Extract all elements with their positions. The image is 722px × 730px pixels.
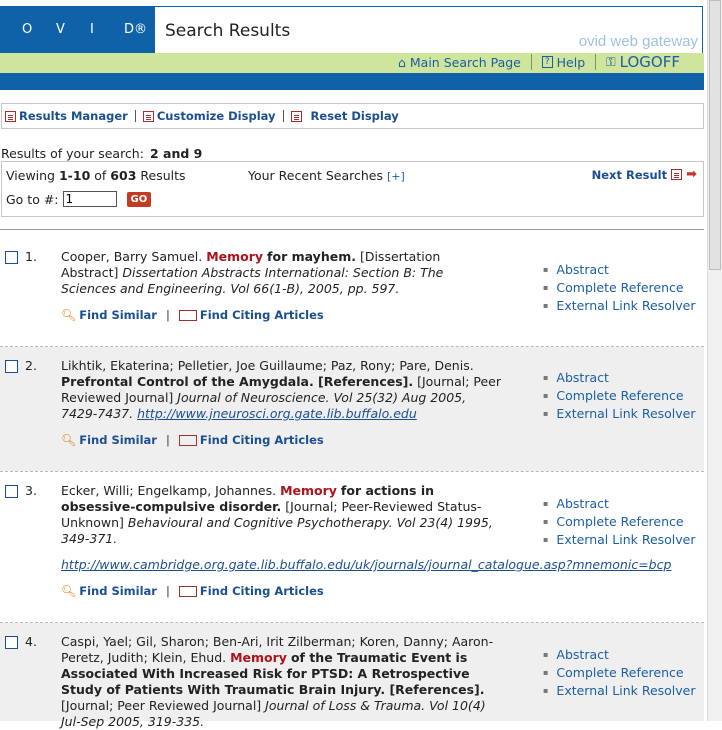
logo-letter: V bbox=[56, 22, 65, 37]
result-authors: Ecker, Willi; Engelkamp, Johannes. bbox=[61, 483, 277, 498]
results-of-label: Results of your search: bbox=[1, 146, 144, 161]
action-separator: | bbox=[165, 584, 170, 598]
find-citing-button[interactable] bbox=[179, 308, 324, 322]
title-block bbox=[155, 6, 703, 54]
action-separator: | bbox=[165, 308, 170, 322]
goto-row bbox=[6, 191, 151, 207]
document-icon bbox=[671, 169, 682, 180]
next-result-label: Next Result bbox=[591, 167, 668, 182]
find-citing-button[interactable] bbox=[179, 433, 324, 447]
external-link-resolver[interactable]: ▪ External Link Resolver bbox=[543, 298, 696, 316]
page-title: Search Results bbox=[165, 21, 291, 41]
customize-display-icon bbox=[143, 111, 154, 122]
find-citing-label: Find Citing Articles bbox=[199, 308, 324, 322]
find-similar-label: Find Similar bbox=[79, 308, 157, 322]
result-number: 2. bbox=[25, 358, 37, 373]
viewing-count bbox=[6, 168, 186, 183]
result-actions bbox=[61, 584, 324, 598]
magnifier-icon: 🔍︎ bbox=[61, 433, 77, 447]
result-actions bbox=[61, 308, 324, 322]
viewing-prefix: Viewing bbox=[6, 168, 55, 183]
result-row bbox=[0, 623, 704, 729]
result-title: for mayhem. bbox=[267, 249, 356, 264]
find-similar-label: Find Similar bbox=[79, 584, 157, 598]
goto-input[interactable] bbox=[63, 191, 117, 207]
results-manager-icon bbox=[5, 111, 16, 122]
highlight-term: Memory bbox=[206, 249, 264, 264]
result-type: [Dissertation Abstract] bbox=[61, 249, 441, 280]
results-toolbar bbox=[1, 103, 704, 129]
result-url[interactable]: http://www.cambridge.org.gate.lib.buffalo.edu/uk/journals/journal_catalogue.asp?mnemonic=bcp bbox=[61, 557, 672, 572]
result-title: for actions in obsessive-compulsive disorder. bbox=[61, 483, 435, 514]
nav-bar bbox=[0, 53, 704, 73]
result-authors: Caspi, Yael; Gil, Sharon; Ben-Ari, Irit Zilberman; Koren, Danny; Aaron-Peretz, Judith; Klein, Ehud. bbox=[61, 634, 494, 665]
find-similar-button[interactable] bbox=[61, 433, 157, 447]
result-type: [Journal; Peer Reviewed Journal] bbox=[61, 698, 262, 713]
viewing-range: 1-10 bbox=[58, 168, 91, 183]
result-links bbox=[543, 262, 696, 316]
complete-reference-link[interactable]: ▪ Complete Reference bbox=[543, 388, 696, 406]
help-icon: ? bbox=[542, 56, 553, 68]
main-search-link[interactable] bbox=[388, 54, 532, 70]
result-journal: Dissertation Abstracts International: Section B: The Sciences and Engineering. Vol 66(1-B), 2005, pp. 597. bbox=[61, 265, 444, 296]
main-search-label: Main Search Page bbox=[409, 54, 521, 70]
viewing-box bbox=[1, 161, 704, 217]
find-similar-button[interactable] bbox=[61, 308, 157, 322]
result-row bbox=[0, 240, 704, 346]
results-manager-label: Results Manager bbox=[19, 109, 128, 123]
scrollbar-thumb[interactable] bbox=[709, 0, 721, 270]
abstract-link[interactable]: ▪ Abstract bbox=[543, 370, 696, 388]
customize-display-label: Customize Display bbox=[156, 109, 276, 123]
result-journal: Journal of Loss & Trauma. Vol 10(4) Jul-Sep 2005, 319-335. bbox=[61, 698, 486, 729]
viewing-of: of bbox=[94, 168, 107, 183]
header-bottom-bar bbox=[0, 73, 704, 90]
result-links bbox=[543, 496, 696, 550]
result-number: 1. bbox=[25, 249, 37, 264]
recent-searches-expand[interactable]: [+] bbox=[386, 170, 405, 183]
home-icon: ⌂ bbox=[397, 54, 406, 70]
result-number: 3. bbox=[25, 483, 37, 498]
logoff-link[interactable] bbox=[596, 54, 690, 70]
complete-reference-link[interactable]: ▪ Complete Reference bbox=[543, 280, 696, 298]
results-manager-button[interactable] bbox=[2, 110, 136, 122]
results-separator bbox=[0, 229, 704, 230]
result-title: Prefrontal Control of the Amygdala. [References]. bbox=[61, 374, 414, 389]
abstract-link[interactable]: ▪ Abstract bbox=[543, 262, 696, 280]
result-journal: Behavioural and Cognitive Psychotherapy. Vol 23(4) 1995, 349-371. bbox=[61, 515, 493, 546]
result-row bbox=[0, 472, 704, 622]
find-citing-button[interactable] bbox=[179, 584, 324, 598]
result-links bbox=[543, 647, 696, 701]
viewing-total: 603 bbox=[110, 168, 137, 183]
highlight-term: Memory bbox=[230, 650, 287, 665]
recent-searches-label: Your Recent Searches bbox=[248, 168, 383, 183]
vertical-scrollbar[interactable] bbox=[707, 0, 722, 721]
result-checkbox[interactable] bbox=[5, 251, 18, 264]
customize-display-button[interactable] bbox=[136, 110, 284, 122]
find-citing-label: Find Citing Articles bbox=[199, 433, 324, 447]
find-citing-label: Find Citing Articles bbox=[199, 584, 324, 598]
result-citation bbox=[61, 249, 501, 297]
recent-searches bbox=[248, 168, 405, 183]
result-title: of the Traumatic Event is Associated With Increased Risk for PTSD: A Retrospective Study of Patients With Traumatic Brain Injury. [References]. bbox=[61, 650, 485, 697]
goto-label: Go to #: bbox=[6, 191, 59, 207]
result-type: [Journal; Peer Reviewed Journal] bbox=[61, 374, 501, 405]
result-actions bbox=[61, 433, 324, 447]
logoff-label: LOGOFF bbox=[619, 53, 680, 71]
result-checkbox[interactable] bbox=[5, 360, 18, 373]
abstract-link[interactable]: ▪ Abstract bbox=[543, 496, 696, 514]
search-query: 2 and 9 bbox=[149, 146, 203, 161]
result-number: 4. bbox=[25, 634, 37, 649]
search-summary bbox=[1, 146, 202, 161]
next-result-link[interactable] bbox=[592, 167, 697, 182]
result-citation bbox=[61, 483, 501, 547]
logo-letter: I bbox=[90, 22, 94, 37]
result-url[interactable]: http://www.jneurosci.org.gate.lib.buffalo.edu bbox=[137, 406, 417, 421]
help-label: Help bbox=[556, 54, 586, 70]
result-row bbox=[0, 347, 704, 471]
find-similar-button[interactable] bbox=[61, 584, 157, 598]
logo-letter: O bbox=[22, 22, 33, 37]
result-authors: Likhtik, Ekaterina; Pelletier, Joe Guillaume; Paz, Rony; Pare, Denis. bbox=[61, 358, 474, 373]
complete-reference-link[interactable]: ▪ Complete Reference bbox=[543, 665, 696, 683]
logoff-icon: ⚿ bbox=[606, 54, 616, 69]
header bbox=[0, 0, 704, 90]
citing-articles-icon bbox=[179, 586, 197, 597]
ovid-logo bbox=[0, 6, 155, 53]
complete-reference-link[interactable]: ▪ Complete Reference bbox=[543, 514, 696, 532]
arrow-right-icon: ➡ bbox=[686, 167, 697, 182]
reset-display-icon bbox=[291, 111, 302, 122]
gateway-label: ovid web gateway bbox=[578, 33, 698, 50]
citing-articles-icon bbox=[179, 435, 197, 446]
result-citation bbox=[61, 358, 501, 422]
external-link-resolver[interactable]: ▪ External Link Resolver bbox=[543, 532, 696, 550]
citing-articles-icon bbox=[179, 310, 197, 321]
action-separator: | bbox=[165, 433, 170, 447]
help-link[interactable] bbox=[532, 54, 596, 70]
find-similar-label: Find Similar bbox=[79, 433, 157, 447]
result-checkbox[interactable] bbox=[5, 636, 18, 649]
result-authors: Cooper, Barry Samuel. bbox=[61, 249, 203, 264]
magnifier-icon: 🔍︎ bbox=[61, 584, 77, 598]
logo-letter: D® bbox=[124, 22, 148, 37]
result-links bbox=[543, 370, 696, 424]
abstract-link[interactable]: ▪ Abstract bbox=[543, 647, 696, 665]
reset-display-label: Reset Display bbox=[310, 109, 399, 123]
viewing-suffix: Results bbox=[140, 168, 186, 183]
result-checkbox[interactable] bbox=[5, 485, 18, 498]
result-journal: Journal of Neuroscience. Vol 25(32) Aug 2005, 7429-7437. bbox=[61, 390, 467, 421]
reset-display-button[interactable] bbox=[284, 110, 406, 122]
result-type: [Journal; Peer-Reviewed Status-Unknown] bbox=[61, 499, 482, 530]
highlight-term: Memory bbox=[280, 483, 337, 498]
external-link-resolver[interactable]: ▪ External Link Resolver bbox=[543, 406, 696, 424]
go-button[interactable]: GO bbox=[127, 192, 152, 207]
external-link-resolver[interactable]: ▪ External Link Resolver bbox=[543, 683, 696, 701]
result-citation bbox=[61, 634, 501, 730]
magnifier-icon: 🔍︎ bbox=[61, 308, 77, 322]
result-url-row bbox=[61, 557, 704, 572]
